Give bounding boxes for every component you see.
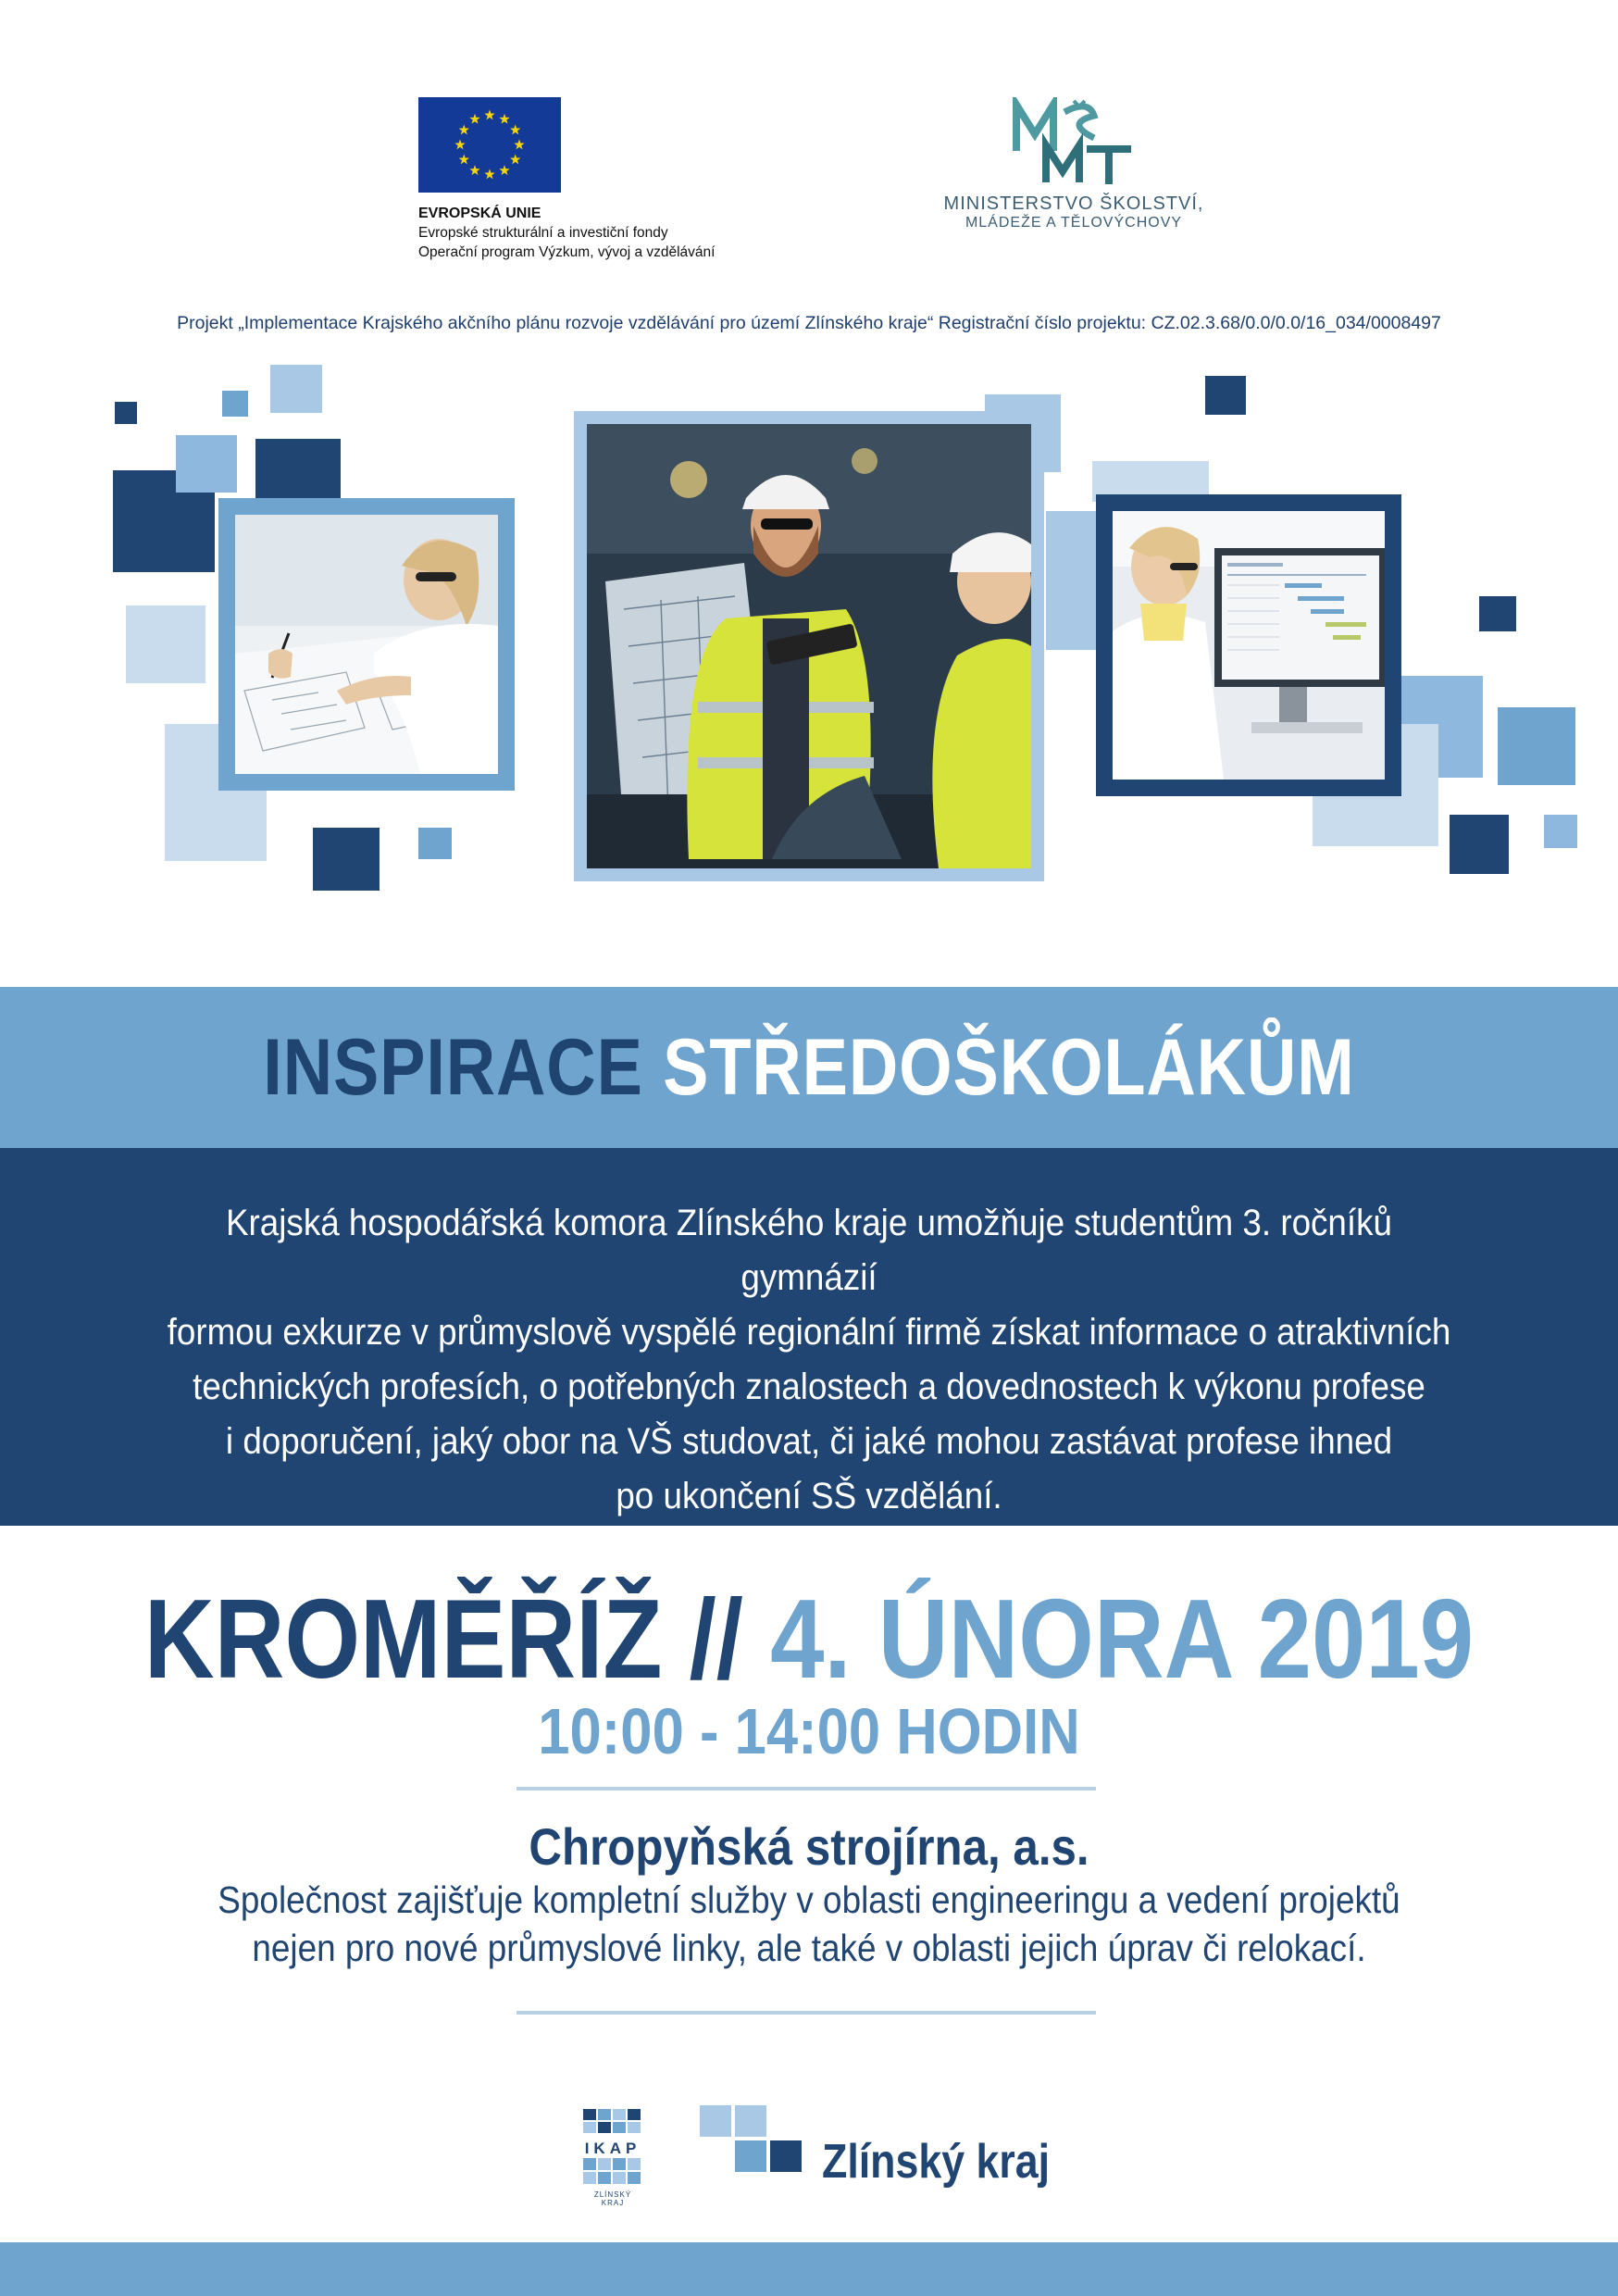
intro-paragraph: [111, 1196, 1507, 1524]
event-headline: [113, 1574, 1504, 1703]
eu-logo-line2: Evropské strukturální a investiční fondy: [418, 225, 668, 241]
ikap-label: IKAP: [584, 2140, 641, 2157]
photo-woman-computer: [1096, 494, 1401, 796]
photo-drafting-woman: [218, 498, 515, 791]
deco-square: [1205, 376, 1246, 415]
company-description: [56, 1876, 1562, 1972]
page-title: [113, 1022, 1504, 1114]
eu-flag-logo: [418, 97, 561, 193]
deco-square: [1498, 707, 1575, 785]
deco-square: [222, 391, 248, 417]
title-part-1: INSPIRACE: [263, 1023, 643, 1112]
msmt-logo-line2: MLÁDEŽE A TĚLOVÝCHOVY: [965, 215, 1183, 231]
deco-square: [270, 365, 322, 413]
title-part-2: STŘEDOŠKOLÁKŮM: [663, 1023, 1355, 1112]
deco-square: [1479, 596, 1516, 631]
intro-line: formou exkurze v průmyslově vyspělé regionální firmě získat informace o atraktivních: [167, 1312, 1451, 1353]
zlinsky-kraj-label: Zlínský kraj: [822, 2135, 1051, 2189]
eu-logo-line3: Operační program Výzkum, vývoj a vzdělávání: [418, 244, 716, 260]
intro-line: technických profesích, o potřebných znalostech a dovednostech k výkonu profese: [193, 1366, 1425, 1407]
project-registration-line: Projekt „Implementace Krajského akčního plánu rozvoje vzdělávání pro území Zlínského kraje“ Registrační číslo projektu: CZ.02.3.68/0.0/0.0/16_034/0008497: [177, 313, 1441, 333]
divider-top: [517, 1787, 1096, 1791]
zlinsky-kraj-logo: [700, 2105, 820, 2184]
intro-line: po ukončení SŠ vzdělání.: [616, 1476, 1002, 1516]
event-time: 10:00 - 14:00 HODIN: [538, 1695, 1080, 1767]
intro-line: i doporučení, jaký obor na VŠ studovat, či jaké mohou zastávat profese ihned: [225, 1421, 1393, 1462]
deco-square: [126, 605, 205, 683]
deco-square: [1450, 815, 1509, 874]
ikap-sub-label: ZLÍNSKÝ KRAJ: [593, 2190, 632, 2207]
event-date: 4. ÚNORA 2019: [770, 1576, 1475, 1702]
description-line: nejen pro nové průmyslové linky, ale také v oblasti jejich úprav či relokací.: [252, 1927, 1366, 1969]
deco-square: [115, 402, 137, 424]
deco-square: [418, 828, 452, 859]
event-city: KROMĚŘÍŽ: [143, 1576, 663, 1702]
deco-square: [1544, 815, 1577, 848]
bottom-band: [0, 2242, 1618, 2296]
msmt-logo-line1: MINISTERSTVO ŠKOLSTVÍ,: [943, 193, 1204, 214]
description-line: Společnost zajišťuje kompletní služby v oblasti engineeringu a vedení projektů: [218, 1878, 1400, 1921]
eu-logo-text: [418, 204, 715, 262]
event-separator: //: [689, 1576, 743, 1702]
photo-industrial-engineer: [574, 411, 1044, 881]
intro-line: Krajská hospodářská komora Zlínského kraje umožňuje studentům 3. ročníků gymnázií: [225, 1203, 1392, 1298]
deco-square: [176, 435, 237, 493]
eu-logo-line1: EVROPSKÁ UNIE: [418, 206, 541, 221]
msmt-mark-icon: [1009, 97, 1139, 188]
company-name: Chropyňská strojírna, a.s.: [529, 1817, 1089, 1876]
zlinsky-kraj-squares-icon: [700, 2105, 820, 2179]
ikap-logo: [583, 2109, 642, 2207]
deco-square: [1046, 511, 1100, 650]
ikap-squares-icon: [583, 2109, 642, 2135]
msmt-logo: [926, 97, 1222, 231]
divider-bottom: [517, 2011, 1096, 2015]
ikap-grid-icon: [583, 2158, 642, 2186]
eu-stars-icon: [418, 97, 561, 193]
deco-square: [313, 828, 380, 891]
